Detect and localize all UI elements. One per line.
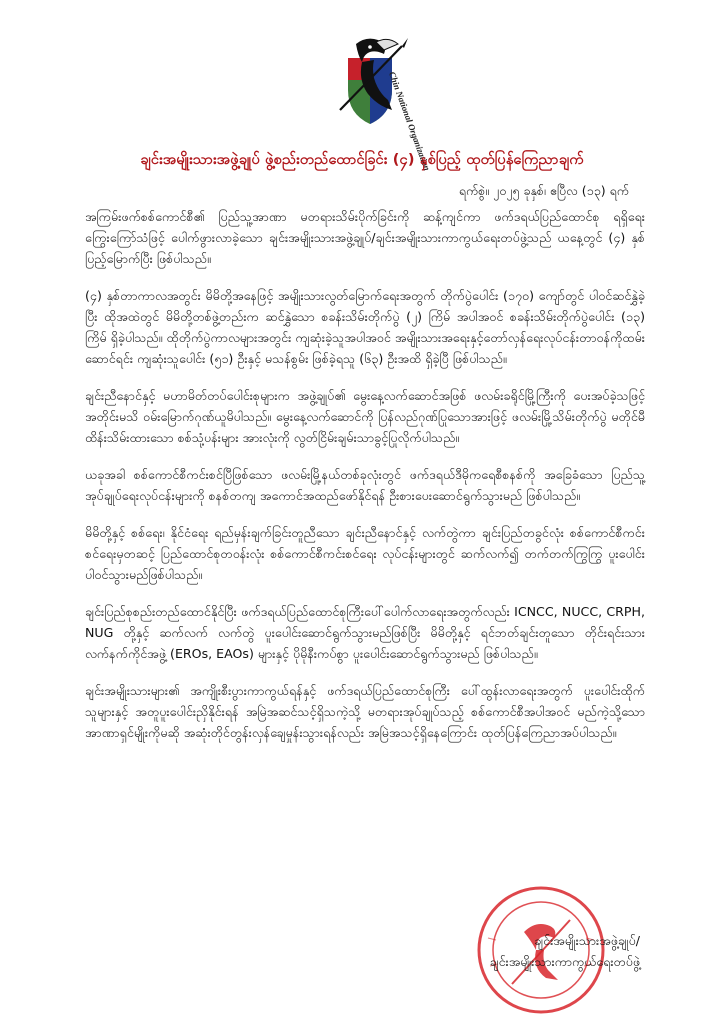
statement-date: ရက်စွဲ။ ၂၀၂၅ ခုနှစ်၊ ဧပြီလ (၁၃) ရက်	[458, 183, 629, 198]
statement-body	[85, 206, 645, 759]
paragraph: အကြမ်းဖက်စစ်ကောင်စီ၏ ပြည်သူ့အာဏာ မတရားသိမ်းပိုက်ခြင်းကို ဆန့်ကျင်ကာ ဖက်ဒရယ်ပြည်ထောင်စု ရရှိရေး ကြွေးကြော်သံဖြင့် ပေါက်ဖွားလာခဲ့သော ချင်းအမျိုးသားအဖွဲ့ချုပ်/ချင်းအမျိုးသားကာကွယ်ရေးတပ်ဖွဲ့သည် ယနေ့တွင် (၄) နှစ်ပြည့်မြောက်ပြီး ဖြစ်ပါသည်။	[85, 209, 645, 266]
paragraph: ချင်းအမျိုးသားများ၏ အကျိုးစီးပွားကာကွယ်ရန်နှင့် ဖက်ဒရယ်ပြည်ထောင်စုကြီး ပေါ်ထွန်းလာရေးအတွက် ပူးပေါင်းထိုက်သူများနှင့် အတူပူးပေါင်းညှိနိုင်းရန် အမြဲအဆင်သင့်ရှိသကဲ့သို့ မတရားအုပ်ချုပ်သည့် စစ်ကောင်စီအပါအဝင် မည်ကဲ့သို့သော အာဏာရှင်မျိုးကိုမဆို အဆုံးတိုင်တွန်းလှန်ချေမှုန်းသွားရန်လည်း အမြဲအသင့်ရှိနေကြောင်း ထုတ်ပြန်ကြေညာအပ်ပါသည်။	[85, 683, 645, 740]
signature-block	[450, 930, 640, 972]
paragraph: ချင်းပြည်စုစည်းတည်ထောင်နိုင်ပြီး ဖက်ဒရယ်ပြည်ထောင်စုကြီးပေါ်ပေါက်လာရေးအတွက်လည်း ICNCC, NUCC, CRPH, NUG တို့နှင့် ဆက်လက် လက်တွဲ ပူးပေါင်းဆောင်ရွက်သွားမည်ဖြစ်ပြီး မိမိတို့နှင့် ရင်ဘတ်ချင်းတူသော တိုင်းရင်းသားလက်နက်ကိုင်အဖွဲ့ (EROs, EAOs) များနှင့် ပိုမိုနီးကပ်စွာ ပူးပေါင်းဆောင်ရွက်သွားမည် ဖြစ်ပါသည်။	[85, 604, 645, 661]
chin-national-organization-logo	[318, 30, 436, 172]
logo-text: Chin National Organization	[387, 70, 433, 172]
paragraph: ချင်းညီနောင်နှင့် မဟာမိတ်တပ်ပေါင်းစုများက အဖွဲ့ချုပ်၏ မွေးနေ့လက်ဆောင်အဖြစ် ဖလမ်းခရိုင်မြို့ကြီးကို ပေးအပ်ခဲ့သဖြင့် အတိုင်းမသိ ဝမ်းမြောက်ဂုဏ်ယူမိပါသည်။ မွေးနေ့လက်ဆောင်ကို ပြန်လည်ဂုဏ်ပြုသောအားဖြင့် ဖလမ်းမြို့သိမ်းတိုက်ပွဲ မတိုင်မီ ထိန်းသိမ်းထားသော စစ်သုံ့ပန်းများ အားလုံးကို လွတ်ငြိမ်းချမ်းသာခွင့်ပြုလိုက်ပါသည်။	[85, 388, 645, 445]
paragraph: (၄) နှစ်တာကာလအတွင်း မိမိတို့အနေဖြင့် အမျိုးသားလွတ်မြောက်ရေးအတွက် တိုက်ပွဲပေါင်း (၁၇၀) ကျော်တွင် ပါဝင်ဆင်နွှဲခဲ့ပြီး ထိုအထဲတွင် မိမိတို့တစ်ဖွဲ့တည်းက ဆင်နွှဲသော စခန်းသိမ်းတိုက်ပွဲ (၂) ကြိမ် အပါအဝင် စခန်းသိမ်းတိုက်ပွဲပေါင်း (၁၃) ကြိမ် ရှိခဲ့ပါသည်။ ထိုတိုက်ပွဲကာလများအတွင်း ကျဆုံးခဲ့သူအပါအဝင် အမျိုးသားအရေးနှင့်တော်လှန်ရေးလုပ်ငန်းတာဝန်ကိုထမ်းဆောင်ရင်း ကျဆုံးသူပေါင်း (၅၁) ဦးနှင့် မသန်စွမ်း ဖြစ်ခဲ့ရသူ (၆၃) ဦးအထိ ရှိခဲ့ပြီ ဖြစ်ပါသည်။	[85, 288, 645, 366]
paragraph: ယခုအခါ စစ်ကောင်စီကင်းစင်ပြီဖြစ်သော ဖလမ်းမြို့နယ်တစ်ခုလုံးတွင် ဖက်ဒရယ်ဒီမိုကရေစီစနစ်ကို အခြေခံသော ပြည်သူ့အုပ်ချုပ်ရေးလုပ်ငန်းများကို စနစ်တကျ အကောင်အထည်ဖော်နိုင်ရန် ဦးစားပေးဆောင်ရွက်သွားမည် ဖြစ်ပါသည်။	[85, 467, 645, 503]
signature-line-defense-force: ချင်းအမျိုးသားကာကွယ်ရေးတပ်ဖွဲ့	[489, 954, 640, 969]
signature-line-organization: ချင်းအမျိုးသားအဖွဲ့ချုပ်/	[534, 933, 640, 948]
statement-title: ချင်းအမျိုးသားအဖွဲ့ချုပ် ဖွဲ့စည်းတည်ထောင်ခြင်း (၄) နှစ်ပြည့် ထုတ်ပြန်ကြေညာချက်	[140, 152, 584, 168]
paragraph: မိမိတို့နှင့် စစ်ရေး၊ နိုင်ငံရေး ရည်မှန်းချက်ခြင်းတူညီသော ချင်းညီနောင်နှင့် လက်တွဲကာ ချင်းပြည်တခွင်လုံး စစ်ကောင်စီကင်းစင်ရေးမှတဆင့် ပြည်ထောင်စုတဝန်းလုံး စစ်ကောင်စီကင်းစင်ရေး လုပ်ငန်းများတွင် ဆက်လက်၍ တက်တက်ကြွကြွ ပူးပေါင်းပါဝင်သွားမည်ဖြစ်ပါသည်။	[85, 525, 645, 582]
